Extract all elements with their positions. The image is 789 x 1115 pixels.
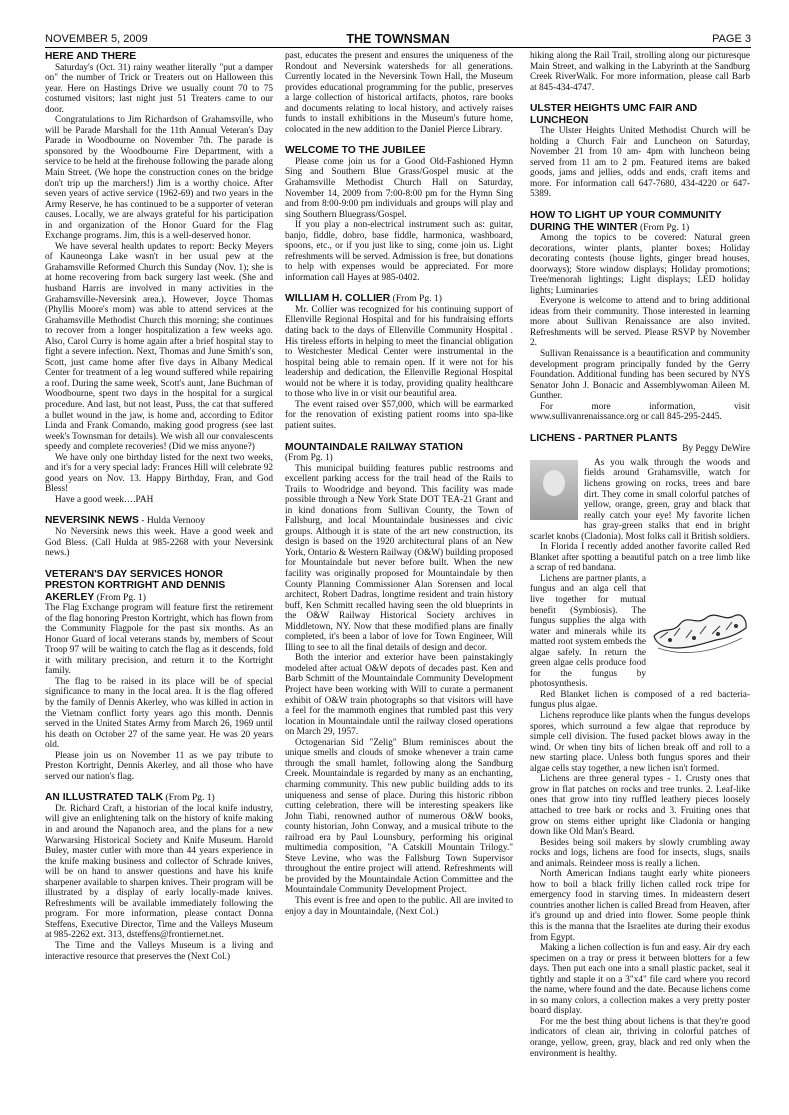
article-paragraph: Besides being soil makers by slowly crumbling away rocks and logs, lichens are food for insects, slugs, snails and animals. Reindeer moss is really a lichen. (530, 837, 750, 869)
continued-from: (From Pg. 1) (637, 221, 690, 233)
article-continuation: hiking along the Rail Trail, strolling along our picturesque Main Street, and walking in the Labyrinth at the Sandburg Creek RiverWalk. For more information, please call Barb at 845-434-4747. (530, 51, 750, 93)
article-paragraph: Please come join us for a Good Old-Fashioned Hymn Sing and Southern Blue Grass/Gospel music at the Grahamsville Methodist Church Hall on Saturday, November 14, 2009 from 7:00-8:00 pm for the Hymn Sing and from 8:00-9:00 pm individuals and groups will play and sing Southern Bluegrass/Gospel. (285, 156, 513, 220)
article-paragraph: The flag to be raised in its place will be of special significance to many in the local area. It is the flag offered by the family of Dennis Akerley, who was killed in action in the Vietnam conflict forty years ago this month. Dennis served in the United States Army from March 26, 1969 until his death on October 27 of the same year. He was 20 years old. (45, 676, 273, 751)
issue-date: NOVEMBER 5, 2009 (45, 33, 148, 45)
article-title-jubilee: WELCOME TO THE JUBILEE (285, 145, 426, 157)
article-paragraph: The Ulster Heights United Methodist Church will be holding a Church Fair and Luncheon on Saturday, November 21 from 10 am- 4pm with luncheon being served from 11 am to 2 pm. Featured items are baked goods, jams and jellies, odds and ends, craft items and more. For information call 647-7680, 434-4220 or 647-5389. (530, 126, 750, 200)
article-paragraph: In Florida I recently added another favorite called Red Blanket after spotting a beautiful patch on a tree limb like a scrap of red bandana. (530, 542, 750, 574)
article-paragraph: Octogenarian Sid "Zelig" Blum reminisces about the unique smells and clouds of smoke whenever a train came through the small hamlet, following along the Sandburg Creek. Mountaindale is regarded by many as an enchanting, charming community. This new public building adds to its uniqueness and sense of place. During this historic ribbon cutting celebration, there will be interesting speakers like John Tiabi, renowned author of numerous O&W books, county historian, John Conway, and a musical tribute to the railroad era by Paul Lounsbury, performing his original multimedia composition, "A Catskill Mountain Trilogy." Steve Levine, who was the Fallsburg Town Supervisor throughout the entire project will attend. Refreshments will be provided by the Mountaindale Action Committee and the Mountaindale Community Development Project. (285, 737, 513, 896)
article-signoff: Have a good week….PAH (55, 494, 154, 505)
continued-from: (From Pg. 1) (285, 453, 333, 463)
article-paragraph: Red Blanket lichen is composed of a red bacteria-fungus plus algae. (530, 689, 750, 711)
newspaper-title: THE TOWNSMAN (346, 32, 450, 46)
header-rule (45, 47, 751, 48)
article-paragraph: No Neversink news this week. Have a good week and God Bless. (Call Hulda at 985-2268 with your Neversink news.) (45, 526, 273, 559)
article-paragraph: Lichens reproduce like plants when the fungus develops spores, which surround a few algae that reproduce by simple cell division. The fused packet blows away in the wind. Or when tiny bits of lichen break off and roll to a new starting place. Unless both fungus spores and their algae cells stay together, a new lichen isn't formed. (530, 711, 750, 774)
author-photo (530, 460, 578, 520)
article-title-illustrated-talk: AN ILLUSTRATED TALK (From Pg. 1) (45, 792, 215, 804)
article-paragraph: The event raised over $57,000, which will be earmarked for the renovation of existing patient rooms into spa-like patient suites. (285, 399, 513, 431)
article-paragraph: Saturday's (Oct. 31) rainy weather literally "put a damper on" the number of Trick or Treaters out on Halloween this year. Here on Hastings Drive we usually count 70 to 75 costumed visitors; last night just 51 Treaters came to our door. (45, 62, 273, 115)
continued-from: (From Pg. 1) (163, 792, 215, 804)
article-paragraph: Lichens are partner plants, a fungus and an alga cell that live together for mutual benefit (Symbiosis). The fungus supplies the alga with water and minerals while its matted root system embeds the algae safely. In return the green algae cells produce food for the fungus by photosynthesis. (530, 573, 646, 690)
article-title-veterans-day: VETERAN'S DAY SERVICES HONOR PRESTON KORTRIGHT AND DENNIS AKERLEY (From Pg. 1) (45, 568, 226, 603)
article-paragraph: As you walk through the woods and fields around Grahamsville, watch for lichens growing on rocks, trees and bare dirt. They come in small colorful patches of yellow, orange, green, gray and black that really catch your eye! My favorite lichen has gray-green stalks that end in bright scarlet knobs (Cladonia). Most folks call it British soldiers. (530, 457, 750, 542)
article-paragraph: This event is free and open to the public. All are invited to enjoy a day in Mountaindale, (Next Col.) (285, 895, 513, 917)
article-paragraph: Lichens are three general types - 1. Crusty ones that grow in flat patches on rocks and tree trunks. 2. Leaf-like ones that grow into tiny ruffled leathery pieces loosely attached to tree bark or rocks and 3. Fruiting ones that grow on stems either upright like Cladonia or hanging down like Old Man's Beard. (530, 774, 750, 838)
masthead (45, 33, 751, 47)
article-paragraph: The Flag Exchange program will feature first the retirement of the flag honoring Preston Kortright, which has flown from the Community Flagpole for the past six months. As an Honor Guard of local veterans stands by, members of Scout Troop 97 will be waiting to catch the flag as it descends, fold it with military precision, and return it to the Kortright family. (45, 603, 273, 677)
article-paragraph: Sullivan Renaissance is a beautification and community development program principally funded by the Gerry Foundation. Additional funding has been secured by NYS Senator John J. Bonacic and Assemblywoman Aileen M. Gunther. (530, 349, 750, 402)
article-paragraph: Mr. Collier was recognized for his continuing support of Ellenville Regional Hospital and for his fundraising efforts dating back to the days of Ellenville Community Hospital . His tireless efforts in helping to meet the financial obligation to Westchester Medical Center were instrumental in the hospital being able to remain open. If it were not for his leadership and dedication, the Ellenville Regional Hospital would not be where it is today, providing quality healthcare to those who live in or visit our beautiful area. (285, 304, 513, 400)
article-title-neversink-news: NEVERSINK NEWS - Hulda Vernooy (45, 515, 206, 527)
article-byline: By Peggy DeWire (682, 444, 750, 455)
article-paragraph: Dr. Richard Craft, a historian of the local knife industry, will give an enlightening talk on the history of knife making in and around the Napanoch area, and the plans for a new Warwarsing Historical Society and Knife Museum. Harold Buley, master cutler with more than 44 years experience in the knife making business and collector of Schrade knives, will be on hand to answer questions and have his knife sharpener available to sharpen knives. Their program will be illustrated by a display of early locally-made knives. Refreshments will be available immediately following the program. For more information, please contact Donna Steffens, Executive Director, Time and the Valleys Museum at 985-2262 ext. 313, dsteffens@frontiernet.net. (45, 803, 273, 941)
article-title-collier: WILLIAM H. COLLIER (From Pg. 1) (285, 293, 442, 305)
column-1 (45, 51, 273, 1109)
article-paragraph: For more information, visit www.sullivanrenaissance.org or call 845-295-2445. (530, 401, 750, 423)
article-title-light-up-community: HOW TO LIGHT UP YOUR COMMUNITY DURING THE WINTER (From Pg. 1) (530, 210, 722, 233)
column-3 (530, 51, 750, 1109)
article-paragraph: We have only one birthday listed for the next two weeks, and it's for a very special lady: Frances Hill will celebrate 92 good years on Nov. 13. Happy Birthday, Fran, and God Bless! (45, 452, 273, 495)
article-paragraph: The Time and the Valleys Museum is a living and interactive resource that preserves the (Next Col.) (45, 941, 273, 962)
page-number: PAGE 3 (712, 33, 751, 45)
article-paragraph: Making a lichen collection is fun and easy. Air dry each specimen on a tray or press it between blotters for a few days. Then put each one into a small plastic packet, seal it tightly and staple it on a 3"x4" file card where you record the name, where found and the date. Because lichens come in so many colors, a collection makes a very pretty poster board display. (530, 943, 750, 1017)
continued-from: (From Pg. 1) (94, 591, 146, 603)
article-title-ulster-heights: ULSTER HEIGHTS UMC FAIR AND LUNCHEON (530, 103, 698, 126)
column-2 (285, 51, 513, 1109)
article-paragraph: We have several health updates to report: Becky Meyers of Kauneonga Lake wasn't in her usual pew at the Grahamsville Reformed Church this Sunday (Nov. 1); she is at home recovering from back surgery last week. (She and husband Harris are involved in many activities in the Grahamsville-Neversink area.). However, Joyce Thomas (Phyllis Moore's mom) was able to attend services at the Grahamsville Methodist Church this morning; she continues to recover from a longer hospitalization a few weeks ago. Also, Carol Curry is home again after a brief hospital stay to fight a severe infection. Next, Thomas and June Smith's son, Scott, just came home after five days in Albany Medical Center for treatment of a leg wound suffered while repairing a roof. During the same week, Scott's aunt, Jane Buchman of Woodbourne, spent two days in the hospital for a surgical procedure. And last, but not least, Puss, the cat that suffered a bullet wound in the jaw, is home and, according to Editor Linda and Frank Comando, making good progress (see last week's Townsman for details). We wish all our convalescents speedy and complete recoveries! (Did we miss anyone?) (45, 241, 273, 453)
article-continuation: past, educates the present and ensures the uniqueness of the Rondout and Neversink watersheds for all generations. Currently located in the Neversink Town Hall, the Museum provides educational programming for the public, preserves a large collection of historical artifacts, photos, rare books and documents relating to local history, and actively raises funds to install exhibitions in the Museum's future home, colocated in the new addition to the Daniel Pierce Library. (285, 51, 513, 135)
article-paragraph: If you play a non-electrical instrument such as: guitar, banjo, fiddle, dobro, base fiddle, harmonica, washboard, spoons, etc., or if you just like to sing, come join us. Light refreshments will be served. Admission is free, but donations to help with expenses would be appreciated. For more information call Hayes at 985-0402. (285, 220, 513, 283)
article-paragraph: For me the best thing about lichens is that they're good indicators of clean air, thriving in colorful patches of orange, yellow, green, gray, black and red only when the environment is healthy. (530, 1016, 750, 1059)
article-paragraph: Everyone is welcome to attend and to bring additional ideas from their community. Those interested in learning more about Sullivan Renaissance are also invited. Refreshments will be served. Please RSVP by November 2. (530, 296, 750, 349)
article-author: - Hulda Vernooy (138, 515, 206, 527)
article-paragraph: Please join us on November 11 as we pay tribute to Preston Kortright, Dennis Akerley, and all those who have served our nation's flag. (45, 750, 273, 782)
article-title-lichens: LICHENS - PARTNER PLANTS (530, 432, 678, 444)
lichen-illustration (650, 576, 750, 671)
article-title-railway-station: MOUNTAINDALE RAILWAY STATION (285, 441, 463, 453)
article-paragraph: Both the interior and exterior have been painstakingly modeled after actual O&W depots of decades past. Ken and Barb Schmitt of the Mountaindale Community Development Project have been working with Will to curate a permanent exhibit of O&W train photographs so that visitors will have a feel for the mammoth engines that rumbled past this very location in Mountaindale until the railway closed operations on March 29, 1957. (285, 653, 513, 738)
article-paragraph: This municipal building features public restrooms and excellent parking access for the trail head of the Rails to Trails to Woodridge and beyond. This facility was made possible through a New York State DOT TEA-21 Grant and in kind donations from Sullivan County, the Town of Fallsburg, and local Mountaindale businesses and civic groups. Although it is state of the art new construction, its design is based on the 1920 architectural plans of an New York, Ontario & Western Railway (O&W) building proposed for Mountaindale but never before built. When the new facility was originally proposed for Mountaindale by then County Planning Commissioner Alan Sorensen and local architect, Robert Dadras, longtime resident and train history buff, Ken Schmitt recalled having seen the old blueprints in the O&W Railway Historical Society archives in Middletown, NY. Now that these modified plans are finally completed, it's been a labor of love for Town Engineer, Will Illing to see to all the final details of design and decor. (285, 463, 513, 653)
article-paragraph: North American Indians taught early white pioneers how to boil a black frilly lichen called rock tripe for emergency food in starving times. In mideastern desert countries another lichen is called Bread from Heaven, after it's ground up and dried into flower. Some people think this is the manna that the Israelites ate during their exodus from Egypt. (530, 869, 750, 943)
article-title-here-and-there: HERE AND THERE (45, 51, 137, 62)
continued-from: (From Pg. 1) (390, 293, 442, 305)
article-paragraph: Among the topics to be covered: Natural green decorations, winter plants, planter boxes; Holiday decorating contests (house lights, ginger bread houses, doorways); Store window displays; Holiday promotions; Tree/menorah lightings; Light displays; LED holiday lights; Luminaries (530, 233, 750, 296)
article-paragraph: Congratulations to Jim Richardson of Grahamsville, who will be Parade Marshall for the 11th Annual Veteran's Day Parade in Woodbourne on November 7th. The parade is sponsored by the Woodbourne Fire Department, with a service to be held at the firehouse following the parade along Main Street. (We hope the construction cones on the bridge don't trip up the marchers!) Jim is a worthy choice. After seven years of active service (1962-69) and two years in the Army Reserve, he has continued to be a supporter of veteran causes. Locally, we are always grateful for his participation in and organization of the Honor Guard for the Flag Exchange programs. Jim, this is a well-deserved honor. (45, 115, 273, 242)
